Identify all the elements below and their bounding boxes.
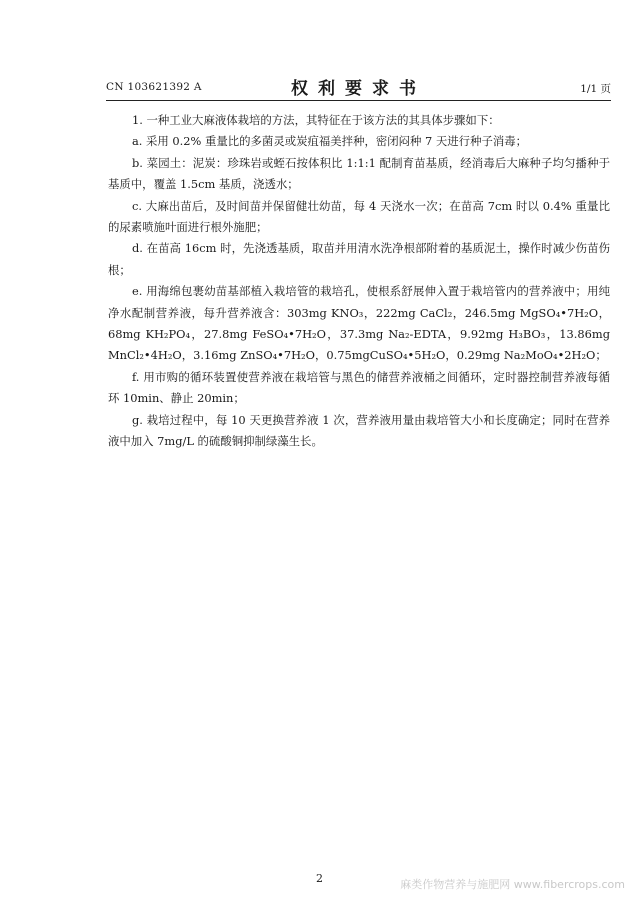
claim-intro: 1. 一种工业大麻液体栽培的方法，其特征在于该方法的其具体步骤如下：: [132, 113, 500, 127]
claim-step-d: d. 在苗高 16cm 时，先浇透基质，取苗并用清水洗净根部附着的基质泥土，操作时减少伤苗伤根；: [108, 241, 610, 277]
claim-step-c: c. 大麻出苗后，及时间苗并保留健壮幼苗，每 4 天浇水一次；在苗高 7cm 时以 0.4% 重量比的尿素喷施叶面进行根外施肥；: [108, 198, 610, 235]
claim-step-f: f. 用市购的循环装置使营养液在栽培管与黑色的储营养液桶之间循环，定时器控制营养液每循环 10min、静止 20min；: [108, 369, 610, 406]
claim-step-a: a. 采用 0.2% 重量比的多菌灵或炭疽福美拌种，密闭闷种 7 天进行种子消毒；: [132, 134, 528, 149]
publication-number: CN 103621392 A: [106, 81, 202, 93]
document-title: 权利要求书: [291, 79, 426, 99]
claim-step-b: b. 菜园土：泥炭：珍珠岩或蛭石按体积比 1:1:1 配制育苗基质，经消毒后大麻种子均匀播种于基质中，覆盖 1.5cm 基质，浇透水；: [108, 155, 610, 192]
claim-step-g: g. 栽培过程中，每 10 天更换营养液 1 次，营养液用量由栽培管大小和长度确定；同时在营养液中加入 7mg/L 的硫酸铜抑制绿藻生长。: [108, 412, 610, 449]
claims-body: [108, 110, 610, 453]
site-watermark: 麻类作物营养与施肥网 www.fibercrops.com: [400, 878, 625, 891]
document-header: [106, 72, 611, 98]
claim-step-e: e. 用海绵包裹幼苗基部植入栽培管的栽培孔，使根系舒展伸入置于栽培管内的营养液中；用纯净水配制营养液，每升营养液含：303mg KNO₃，222mg CaCl₂，246.5mg MgSO₄•7H₂O，68mg KH₂PO₄，27.8mg FeSO₄•7H₂O，37.3mg Na₂-EDTA，9.92mg H₃BO₃，13.86mg MnCl₂•4H₂O，3.16mg ZnSO₄•7H₂O，0.75mgCuSO₄•5H₂O，0.29mg Na₂MoO₄•2H₂O；: [108, 284, 610, 363]
page-number: 2: [316, 872, 323, 885]
header-divider: [106, 100, 611, 101]
page-count: 1/1 页: [580, 83, 611, 95]
